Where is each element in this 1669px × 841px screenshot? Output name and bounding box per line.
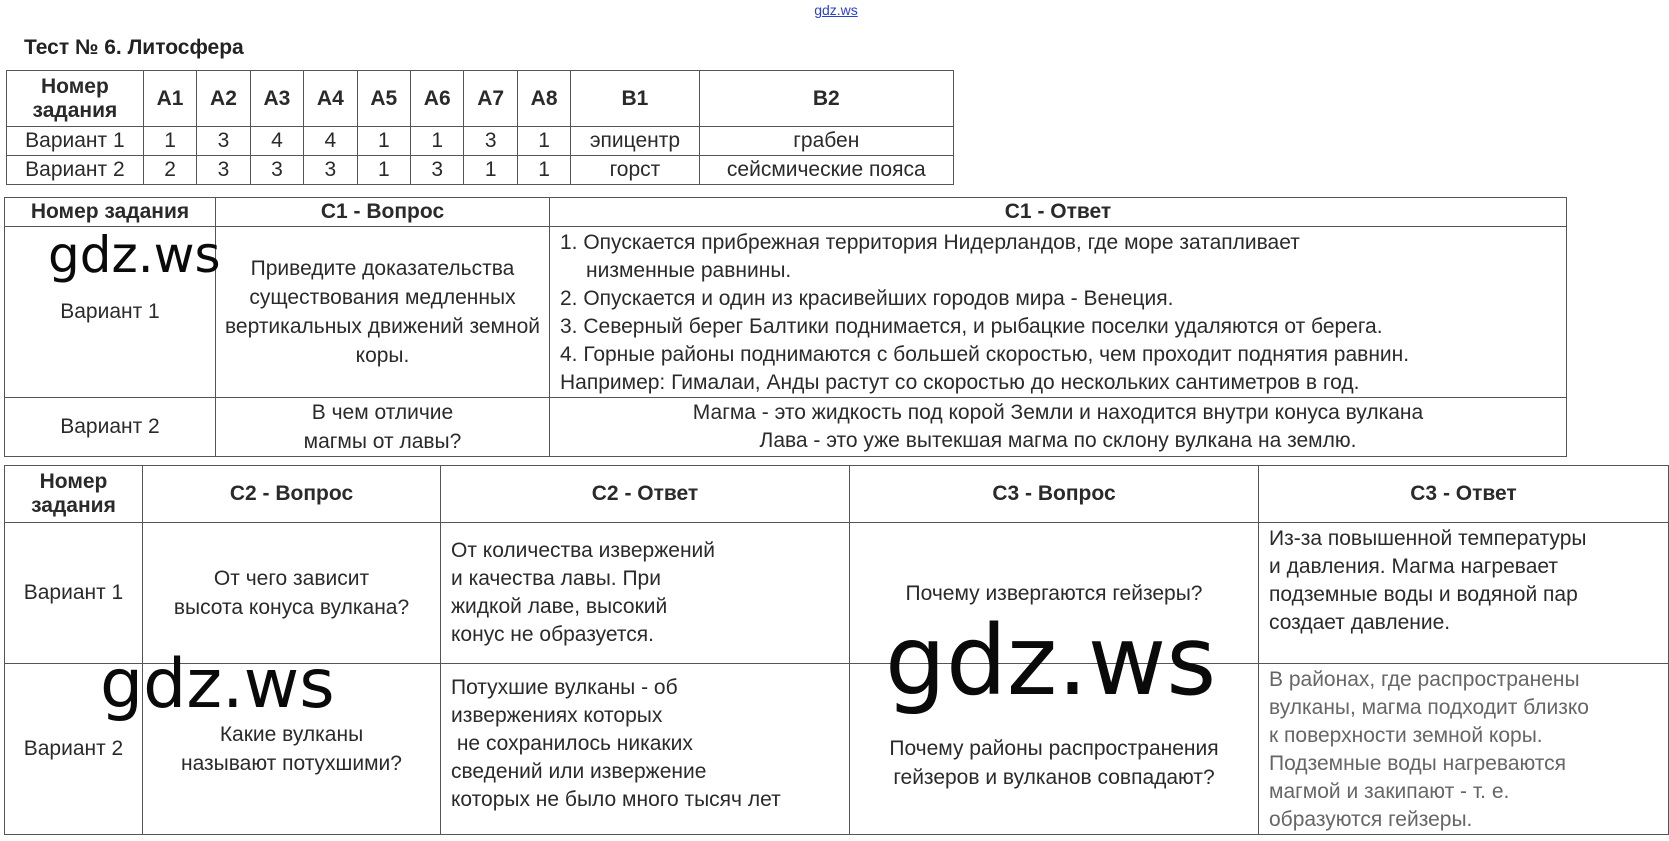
c2-question-cell	[143, 523, 441, 664]
question-line: называют потухшими?	[181, 752, 402, 775]
header-cell: С3 - Ответ	[1259, 466, 1669, 523]
header-cell: С1 - Ответ	[550, 198, 1567, 227]
answer-line: Потухшие вулканы - об	[451, 676, 678, 699]
c2-answer-cell	[441, 523, 850, 664]
table-cell: 1	[357, 127, 410, 156]
table-header-row	[5, 466, 1669, 523]
answer-line: 4. Горные районы поднимаются с большей скоростью, чем проходит поднятия равнин.	[560, 343, 1410, 366]
header-cell: А2	[197, 71, 250, 127]
answer-line: Из-за повышенной температуры	[1269, 527, 1587, 550]
header-cell: Номер задания	[5, 198, 216, 227]
answers-table-c1	[4, 197, 1567, 457]
c2-answer-cell	[441, 664, 850, 835]
table-row	[5, 523, 1669, 664]
answer-line: не сохранилось никаких	[451, 732, 693, 755]
header-cell: А4	[304, 71, 357, 127]
answer-line: создает давление.	[1269, 611, 1451, 634]
watermark: gdz.ws	[100, 645, 335, 724]
header-cell: А5	[357, 71, 410, 127]
question-line: высота конуса вулкана?	[173, 596, 410, 619]
header-cell: В1	[571, 71, 699, 127]
table-row	[5, 664, 1669, 835]
answer-line: низменные равнины.	[586, 259, 792, 282]
header-cell: С3 - Вопрос	[850, 466, 1259, 523]
header-cell: Номер задания	[7, 71, 144, 127]
page-title: Тест № 6. Литосфера	[24, 36, 244, 59]
watermark: gdz.ws	[48, 226, 221, 284]
watermark: gdz.ws	[885, 605, 1217, 717]
question-line: гейзеров и вулканов совпадают?	[893, 766, 1215, 789]
table-row	[7, 127, 954, 156]
answers-table-a-b	[6, 70, 954, 185]
variant-label: Вариант 1	[5, 523, 143, 664]
answer-line: к поверхности земной коры.	[1269, 724, 1543, 747]
answer-line: магмой и закипают - т. е.	[1269, 780, 1510, 803]
answer-line: Магма - это жидкость под корой Земли и находится внутри конуса вулкана	[692, 401, 1424, 424]
answer-line: жидкой лаве, высокий	[451, 595, 668, 618]
question-line: Какие вулканы	[219, 723, 364, 746]
watermark-top-link: gdz.ws	[814, 2, 858, 18]
header-cell: А6	[411, 71, 464, 127]
question-cell: Приведите доказательства существования медленных вертикальных движений земной коры.	[216, 227, 550, 398]
table-cell: 3	[411, 156, 464, 185]
answer-line: извержениях которых	[451, 704, 663, 727]
table-cell: Вариант 1	[7, 127, 144, 156]
table-cell: 1	[464, 156, 517, 185]
question-cell	[216, 398, 550, 457]
answer-cell	[550, 227, 1567, 398]
answer-line: 2. Опускается и один из красивейших городов мира - Венеция.	[560, 287, 1174, 310]
answer-line: От количества извержений	[451, 539, 716, 562]
table-cell: 3	[197, 127, 250, 156]
variant-label: Вариант 1	[5, 227, 216, 398]
answer-line: и давления. Магма нагревает	[1269, 555, 1558, 578]
question-line: Почему районы распространения	[889, 737, 1219, 760]
table-row	[5, 227, 1567, 398]
table-cell: 3	[250, 156, 303, 185]
table-cell: 3	[464, 127, 517, 156]
variant-label: Вариант 2	[5, 664, 143, 835]
answer-line: которых не было много тысяч лет	[451, 788, 781, 811]
table-cell: 4	[250, 127, 303, 156]
variant-label: Вариант 2	[5, 398, 216, 457]
table-cell: горст	[571, 156, 699, 185]
answer-line: подземные воды и водяной пар	[1269, 583, 1578, 606]
answer-line: Подземные воды нагреваются	[1269, 752, 1567, 775]
table-cell: 1	[143, 127, 196, 156]
table-cell: грабен	[699, 127, 953, 156]
header-cell: С2 - Вопрос	[143, 466, 441, 523]
table-cell: 3	[304, 156, 357, 185]
answers-table-c2-c3	[4, 465, 1669, 835]
table-cell: 4	[304, 127, 357, 156]
table-cell: 1	[357, 156, 410, 185]
table-header-row	[7, 71, 954, 127]
c2-question-cell	[143, 664, 441, 835]
question-line: От чего зависит	[213, 567, 370, 590]
table-cell: 1	[411, 127, 464, 156]
table-cell: 3	[197, 156, 250, 185]
question-line: магмы от лавы?	[303, 430, 462, 453]
table-header-row	[5, 198, 1567, 227]
table-cell: сейсмические пояса	[699, 156, 953, 185]
answer-line: вулканы, магма подходит близко	[1269, 696, 1589, 719]
header-cell: В2	[699, 71, 953, 127]
c3-question-cell	[850, 664, 1259, 835]
answer-line: Лава - это уже вытекшая магма по склону вулкана на землю.	[759, 429, 1357, 452]
answer-line: сведений или извержение	[451, 760, 707, 783]
header-cell: Номер задания	[5, 466, 143, 523]
answer-line: В районах, где распространены	[1269, 668, 1580, 691]
answer-line: и качества лавы. При	[451, 567, 661, 590]
table-cell: Вариант 2	[7, 156, 144, 185]
c3-question-cell: Почему извергаются гейзеры?	[850, 523, 1259, 664]
c3-answer-cell	[1259, 664, 1669, 835]
header-cell: А1	[143, 71, 196, 127]
header-cell: А8	[517, 71, 570, 127]
header-cell: С2 - Ответ	[441, 466, 850, 523]
answer-line: образуются гейзеры.	[1269, 808, 1473, 831]
answer-line: Например: Гималаи, Анды растут со скоростью до нескольких сантиметров в год.	[560, 371, 1360, 394]
table-cell: 1	[517, 127, 570, 156]
header-cell: А7	[464, 71, 517, 127]
answer-line: 3. Северный берег Балтики поднимается, и рыбацкие поселки удаляются от берега.	[560, 315, 1383, 338]
table-cell: 1	[517, 156, 570, 185]
table-row	[5, 398, 1567, 457]
table-row	[7, 156, 954, 185]
table-cell: 2	[143, 156, 196, 185]
c3-answer-cell	[1259, 523, 1669, 664]
header-cell: С1 - Вопрос	[216, 198, 550, 227]
answer-cell	[550, 398, 1567, 457]
question-line: В чем отличие	[311, 401, 454, 424]
header-cell: А3	[250, 71, 303, 127]
answer-line: 1. Опускается прибрежная территория Нидерландов, где море затапливает	[560, 231, 1300, 254]
answer-line: конус не образуется.	[451, 623, 654, 646]
table-cell: эпицентр	[571, 127, 699, 156]
